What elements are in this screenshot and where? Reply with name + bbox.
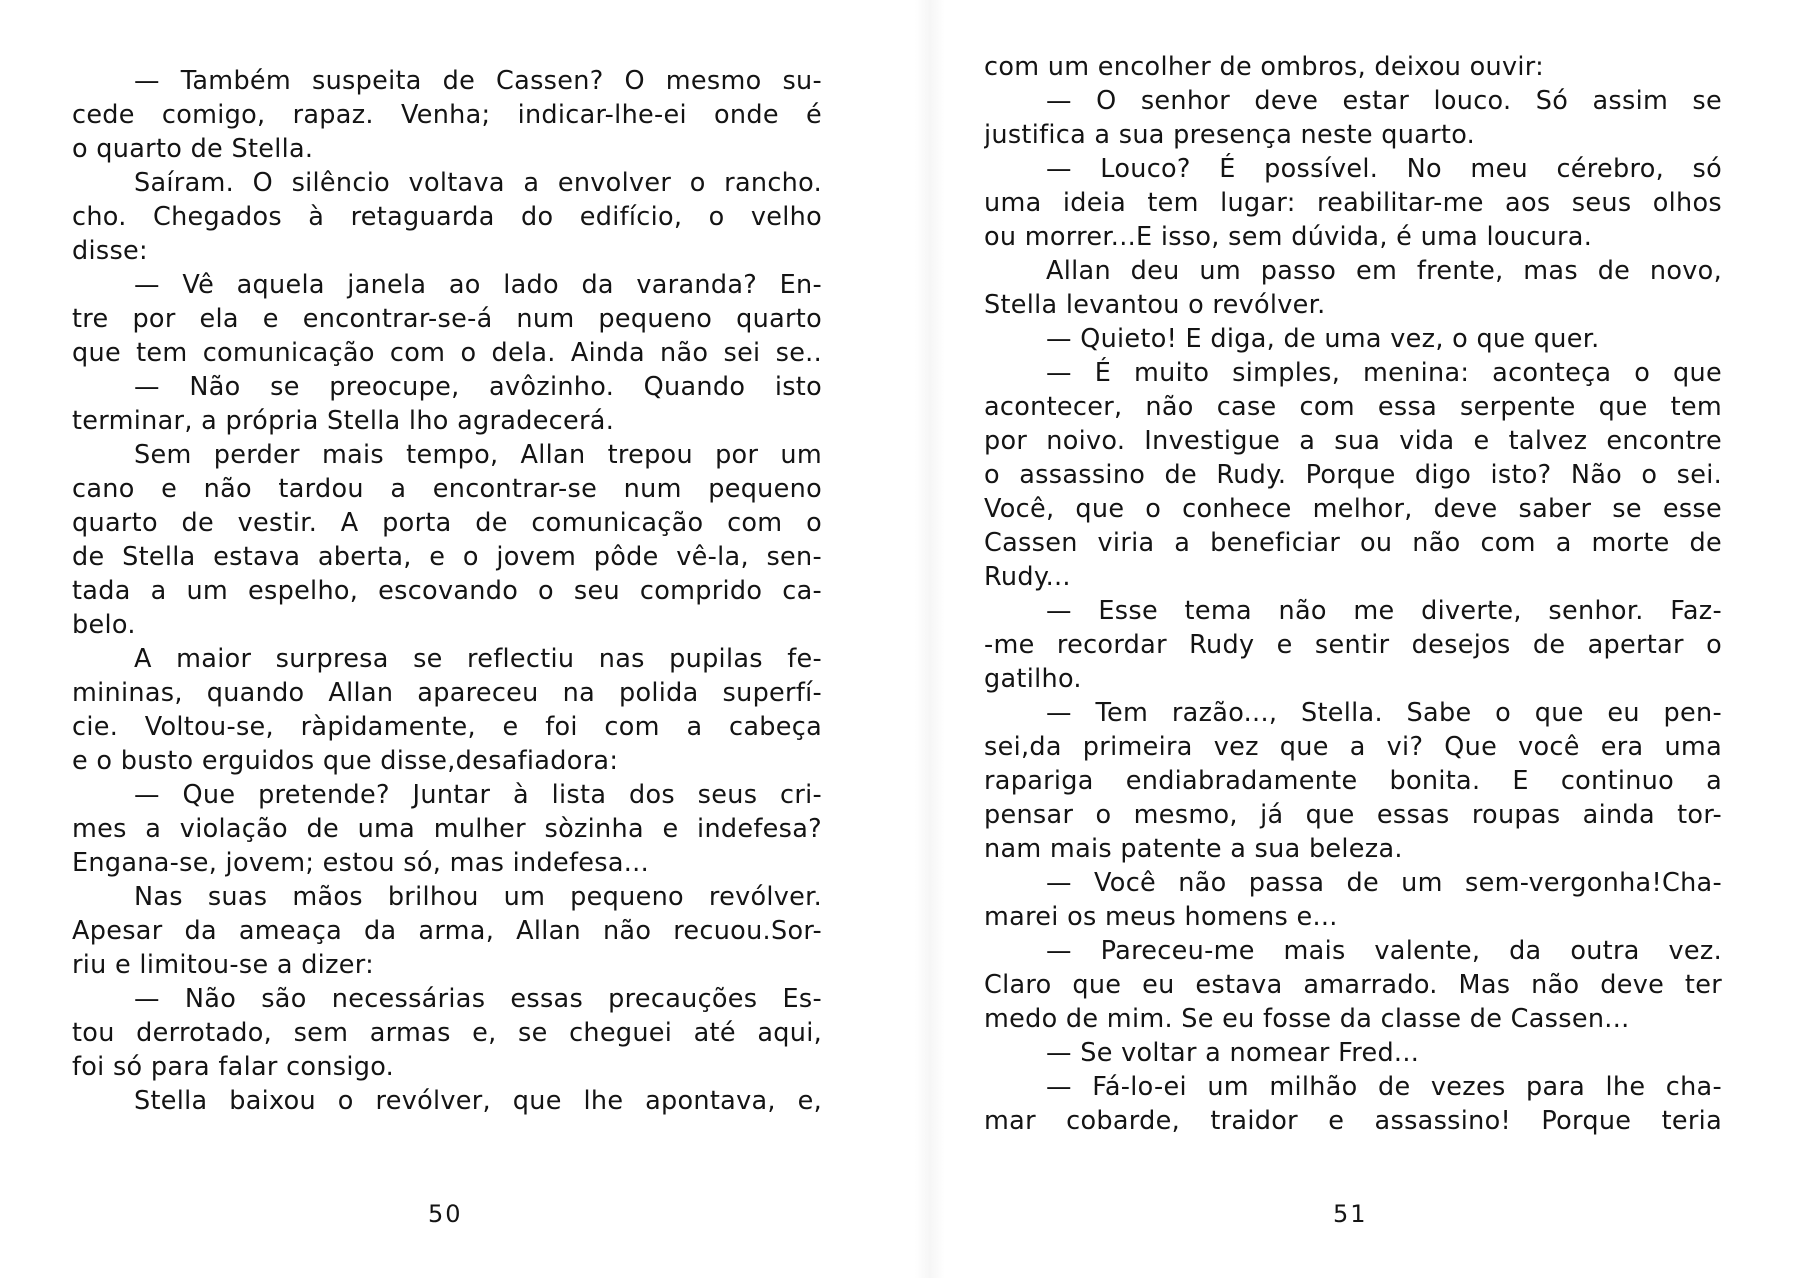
text-line: Rudy... — [984, 562, 1071, 592]
text-line: Cassen viria a beneficiar ou não com a morte de — [984, 528, 1722, 558]
text-line: Saíram. O silêncio voltava a envolver o rancho. — [134, 168, 822, 198]
text-line: — Que pretende? Juntar à lista dos seus cri- — [134, 780, 822, 810]
text-line: tre por ela e encontrar-se-á num pequeno quarto — [72, 304, 822, 334]
text-line: com um encolher de ombros, deixou ouvir: — [984, 52, 1545, 82]
text-line: — Tem razão..., Stella. Sabe o que eu pen- — [1046, 698, 1722, 728]
text-line: — Fá-lo-ei um milhão de vezes para lhe cha- — [1046, 1072, 1722, 1102]
text-line: tada a um espelho, escovando o seu comprido ca- — [72, 576, 822, 606]
text-line: riu e limitou-se a dizer: — [72, 950, 374, 980]
left-page — [0, 0, 900, 1278]
text-line: nam mais patente a sua beleza. — [984, 834, 1403, 864]
text-line: quarto de vestir. A porta de comunicação com o — [72, 508, 822, 538]
text-line: Você, que o conhece melhor, deve saber se esse — [984, 494, 1722, 524]
text-line: — É muito simples, menina: aconteça o que — [1046, 358, 1722, 388]
text-line: Nas suas mãos brilhou um pequeno revólver. — [134, 882, 822, 912]
text-line: cho. Chegados à retaguarda do edifício, o velho — [72, 202, 822, 232]
text-line: uma ideia tem lugar: reabilitar-me aos seus olhos — [984, 188, 1722, 218]
text-line: de Stella estava aberta, e o jovem pôde vê-la, sen- — [72, 542, 822, 572]
text-line: marei os meus homens e... — [984, 902, 1338, 932]
book-gutter — [915, 0, 945, 1278]
text-line: mes a violação de uma mulher sòzinha e indefesa? — [72, 814, 822, 844]
text-line: disse: — [72, 236, 148, 266]
text-line: — Não são necessárias essas precauções Es- — [134, 984, 822, 1014]
text-line: mar cobarde, traidor e assassino! Porque teria — [984, 1106, 1722, 1136]
text-line: que tem comunicação com o dela. Ainda não sei se.. — [72, 338, 822, 368]
text-line: — Também suspeita de Cassen? O mesmo su- — [134, 66, 822, 96]
text-line: Apesar da ameaça da arma, Allan não recuou.Sor- — [72, 916, 822, 946]
text-line: — Se voltar a nomear Fred... — [1046, 1038, 1420, 1068]
text-line: A maior surpresa se reflectiu nas pupilas fe- — [134, 644, 822, 674]
text-line: Sem perder mais tempo, Allan trepou por um — [134, 440, 822, 470]
text-line: belo. — [72, 610, 136, 640]
text-line: gatilho. — [984, 664, 1082, 694]
text-line: Stella levantou o revólver. — [984, 290, 1326, 320]
text-line: cano e não tardou a encontrar-se num pequeno — [72, 474, 822, 504]
text-line: — Quieto! E diga, de uma vez, o que quer. — [1046, 324, 1600, 354]
text-line: justifica a sua presença neste quarto. — [984, 120, 1476, 150]
text-line: Stella baixou o revólver, que lhe apontava, e, — [134, 1086, 822, 1116]
text-line: rapariga endiabradamente bonita. E continuo a — [984, 766, 1722, 796]
left-page-number: 50 — [428, 1200, 463, 1228]
text-line: cede comigo, rapaz. Venha; indicar-lhe-ei onde é — [72, 100, 822, 130]
text-line: acontecer, não case com essa serpente que tem — [984, 392, 1722, 422]
text-line: Claro que eu estava amarrado. Mas não deve ter — [984, 970, 1722, 1000]
text-line: pensar o mesmo, já que essas roupas ainda tor- — [984, 800, 1722, 830]
text-line: foi só para falar consigo. — [72, 1052, 395, 1082]
text-line: — Esse tema não me diverte, senhor. Faz- — [1046, 596, 1722, 626]
right-page-number: 51 — [1333, 1200, 1368, 1228]
text-line: — Você não passa de um sem-vergonha!Cha- — [1046, 868, 1722, 898]
text-line: o assassino de Rudy. Porque digo isto? Não o sei. — [984, 460, 1722, 490]
text-line: cie. Voltou-se, ràpidamente, e foi com a cabeça — [72, 712, 822, 742]
text-line: -me recordar Rudy e sentir desejos de apertar o — [984, 630, 1722, 660]
text-line: — O senhor deve estar louco. Só assim se — [1046, 86, 1722, 116]
text-line: terminar, a própria Stella lho agradecerá. — [72, 406, 615, 436]
text-line: — Não se preocupe, avôzinho. Quando isto — [134, 372, 822, 402]
text-line: tou derrotado, sem armas e, se cheguei até aqui, — [72, 1018, 822, 1048]
text-line: Allan deu um passo em frente, mas de novo, — [1046, 256, 1722, 286]
text-line: — Louco? É possível. No meu cérebro, só — [1046, 154, 1722, 184]
left-page-text — [72, 64, 822, 1118]
text-line: — Vê aquela janela ao lado da varanda? En- — [134, 270, 822, 300]
text-line: e o busto erguidos que disse,desafiadora: — [72, 746, 619, 776]
text-line: mininas, quando Allan apareceu na polida superfí- — [72, 678, 822, 708]
right-page — [960, 0, 1815, 1278]
text-line: — Pareceu-me mais valente, da outra vez. — [1046, 936, 1722, 966]
text-line: por noivo. Investigue a sua vida e talvez encontre — [984, 426, 1722, 456]
right-page-text — [984, 50, 1722, 1138]
text-line: medo de mim. Se eu fosse da classe de Cassen... — [984, 1004, 1630, 1034]
text-line: ou morrer...E isso, sem dúvida, é uma loucura. — [984, 222, 1593, 252]
text-line: Engana-se, jovem; estou só, mas indefesa... — [72, 848, 649, 878]
text-line: sei,da primeira vez que a vi? Que você era uma — [984, 732, 1722, 762]
text-line: o quarto de Stella. — [72, 134, 314, 164]
